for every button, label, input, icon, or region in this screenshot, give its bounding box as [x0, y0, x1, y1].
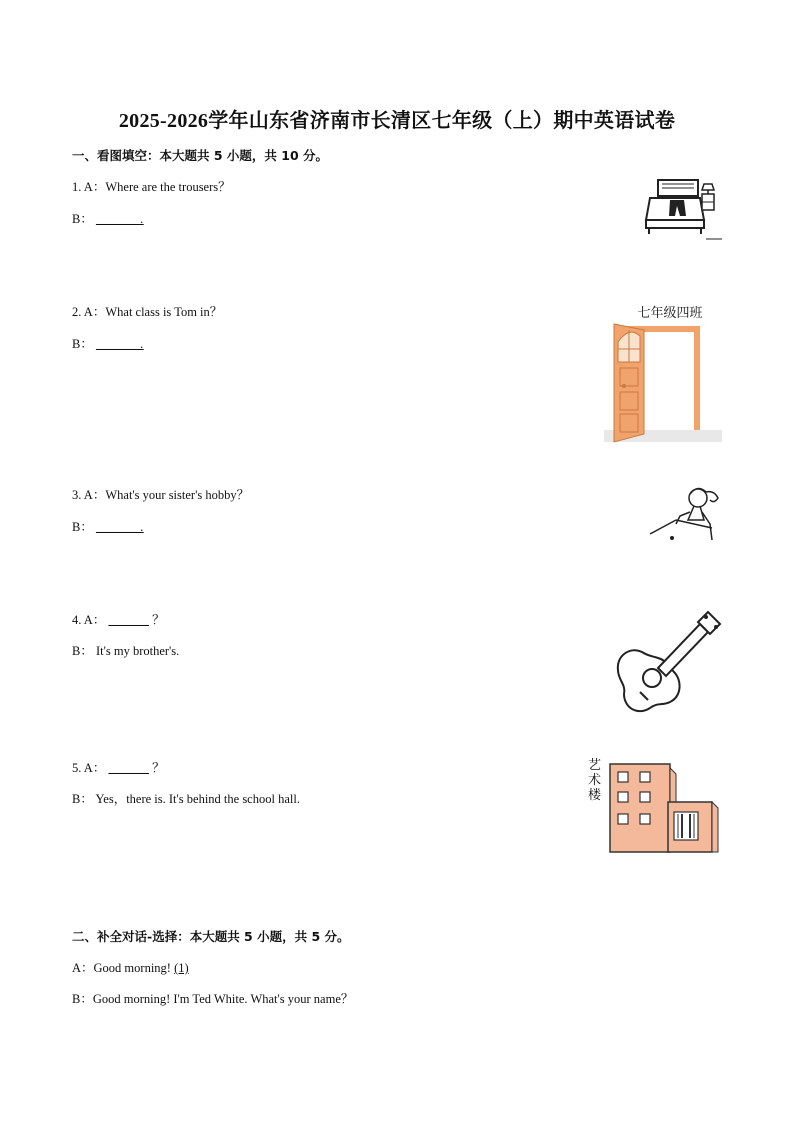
question-3-b: B： ______ . — [72, 520, 144, 534]
guitar-image — [612, 610, 724, 718]
dialogue-line-b: B：Good morning! I'm Ted White. What's your name？ — [72, 992, 354, 1006]
section-2-heading: 二、补全对话-选择：本大题共 5 小题，共 5 分。 — [72, 929, 350, 944]
answer-blank: ______ . — [95, 212, 144, 226]
exam-title: 2025-2026学年山东省济南市长清区七年级（上）期中英语试卷 — [118, 110, 676, 132]
door-sign: 七年级四班 — [637, 306, 703, 321]
question-4-a: 4. A： ______ ？ — [72, 613, 165, 627]
question-4-b: B： It's my brother's. — [72, 644, 180, 658]
answer-blank: ______ — [108, 761, 149, 775]
answer-blank: ______ . — [95, 520, 144, 534]
bed-trousers-image — [640, 176, 722, 242]
question-5-b: B： Yes，there is. It's behind the school hall. — [72, 792, 300, 806]
dialogue-blank-1: (1) — [174, 961, 189, 975]
section-1-heading: 一、看图填空：本大题共 5 小题，共 10 分。 — [72, 148, 329, 163]
answer-blank: ______ . — [95, 337, 144, 351]
question-5-a: 5. A： ______ ？ — [72, 761, 165, 775]
question-3-a: 3. A：What's your sister's hobby？ — [72, 488, 250, 502]
building-sign: 艺术楼 — [588, 758, 602, 803]
question-2-b: B： ______ . — [72, 337, 144, 351]
question-1-a: 1. A：Where are the trousers？ — [72, 180, 231, 194]
answer-blank: ______ — [108, 613, 149, 627]
question-2-a: 2. A：What class is Tom in？ — [72, 305, 223, 319]
dialogue-line-a: A：Good morning! (1) — [72, 961, 189, 975]
girl-drawing-image — [648, 484, 724, 548]
question-1-b: B： ______ . — [72, 212, 144, 226]
